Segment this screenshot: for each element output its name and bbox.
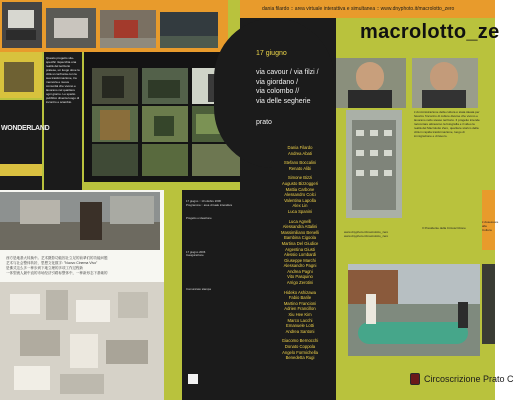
participant-name: Alessio Lombardi [283,252,317,258]
grid-photo-1 [92,68,138,104]
chinese-line-3: 是佛式这么多一种步到下地立理的多项工作过程新 [6,266,83,270]
playground-photo [348,264,480,356]
grid-photo-2 [142,68,188,104]
name-group-1 [270,145,330,156]
participant-name: Xiu Hee Kim [288,312,312,318]
right-edge-photo [482,264,495,344]
wonderland-label: WONDERLAND [1,125,50,132]
participant-name: Renato Alibi [288,165,312,171]
participant-name: Luca Spanini [287,208,313,214]
event-date: 17 giugno [256,50,287,57]
grid-photo-8 [142,144,188,176]
participant-name: Stefano Boccalini [283,160,317,166]
address-list [256,68,342,106]
rubble-photo [0,192,160,250]
participant-name: Mattia Carbone [285,186,315,192]
top-photo-3 [100,10,156,48]
top-photo-1 [2,2,42,48]
grid-photo-5 [142,106,188,142]
chinese-line-4: 一体型流人最中直的市场经济引路标整体中，一种新形态下基础的 [6,271,108,275]
participant-name: Fabio Barile [288,295,312,301]
participant-name: Massimiliano Benelli [281,229,319,235]
participant-name: Alessandro Pagni [283,263,317,269]
participant-name: Dania Filardo [287,145,313,150]
address-line-4: via delle segherie [256,97,311,105]
participant-name: Simone Bizzi [287,175,313,181]
name-group-5 [270,290,330,335]
name-group-6 [270,338,330,360]
participant-name: Andrea Pagni [287,268,313,274]
url-line-2: www.dnyphoto.it/macrolotto_zero [344,234,389,238]
chinese-line-2: 艺术与社会整体转折，思想文化数字: "Nuovo Cinema Vivo" [6,261,98,265]
left-yellow-strip [0,164,42,176]
schedule-line-4: 17 giugno 2006 [186,249,206,254]
grid-photo-4 [92,106,138,142]
participant-name: Giacomo Bernocchi [281,338,319,344]
wonderland-panel [0,100,42,192]
top-photo-2 [46,8,96,48]
credit-line: dania filardo :: area virtuale interattiva e simultanea :: www.dnyphoto.it/macrolotto_zero [262,6,455,12]
schedule-line-5: Inaugurazione [186,253,204,258]
participant-name: Luca Agnelli [288,218,312,224]
participant-name: Giuseppe Marchi [284,257,316,263]
city-model-photo [0,282,164,400]
participant-name: Argentina Giusti [285,246,315,252]
left-photo-yellow [0,52,42,98]
address-line-2: via giordano / [256,78,299,86]
participant-name: Vito Pasquino [287,274,313,280]
portrait-photo-1 [336,58,406,108]
name-group-3 [270,175,330,214]
participant-name: Arrigo Zerotini [286,280,314,286]
address-line-3: via colombo // [256,88,300,95]
participant-name: Martina Del Giudice [281,240,319,246]
right-col-label: L'Assessore alla Cultura [482,220,499,232]
schedule-line-3: Progetto e ideazione [186,216,212,221]
url-line-1: www.dnyphoto.it/macrolotto_zero [344,230,389,234]
footer-emblem-icon [410,373,420,385]
address-line-1: via cavour / via filzi / [256,69,319,76]
logo-icon [186,372,200,386]
schedule-line-2: Programma :: area virtuale interattiva [186,202,233,207]
schedule-line-6: Comunicato stampa [186,286,211,291]
participant-name: Alex Lin [292,203,308,209]
event-city: prato [256,119,272,126]
schedule-text [186,200,246,292]
portrait-photo-2 [412,58,478,108]
chinese-line-1: 西方是地基大转换中。艺术摄影功能因社立足的前辈们的功能问题 [6,256,108,260]
participant-name: Emanuele Lotti [286,323,314,329]
participants-column [270,145,330,361]
participant-name: Martino Francioni [283,300,317,306]
participant-name: Valentina Lapolla [284,197,316,203]
name-group-2 [270,160,330,171]
participant-name: Benedetta Rugi [285,355,315,361]
participant-name: Alessandro Colci [284,192,316,198]
participant-name: Andrea Santoni [285,328,315,334]
page-title: macrolotto_ze [360,21,500,43]
top-photo-4 [160,12,218,48]
building-urls [344,230,414,238]
participant-name: Angelo Formichella [282,349,318,355]
footer-org: Circoscrizione Prato C [424,374,514,384]
name-group-4 [270,219,330,286]
participant-name: Andrea Abati [288,150,312,156]
building-photo [346,110,402,218]
participant-name: Donato Coppola [284,344,316,349]
right-body-text: L'Amministrazione della cultura è stata ideata per favorire l'incontro di culture diverse che vivono e lavorano nello stesso territorio. Il progetto intende raccontare attraverso la fotografia e il video la realtà del Macrolotto Zero, quartiere storico della città in rapida trasformazione, luogo di immigrazione e di lavoro. [414,110,480,138]
participant-name: Bambina Cigoola [284,235,316,241]
participant-name: Alessandra Attalini [282,224,318,230]
participant-name: Hideko Ashizawa [284,289,316,295]
schedule-line-1: 17 giugno :: 10 ottobre 2006 [186,199,221,203]
assessor-text: Il Presidente della Circoscrizione [422,226,466,230]
chinese-text [6,256,160,276]
grid-photo-7 [92,144,138,176]
left-body-text: Questo progetto site-specific rispecchia una realtà del territorio pratese, un luogo dove la città si confronta con la sua trasformazione, tra memoria e nuove comunità che vivono e lavorano nel quartiere ogni giorno. Lo spazio pubblico diventa luogo di incontro e scambio. [46,56,80,104]
participant-name: Adrien Francillon [284,306,316,312]
participant-name: Marco Lacchi [287,317,313,323]
participant-name: Augusto Bizzoggeri [281,180,319,186]
